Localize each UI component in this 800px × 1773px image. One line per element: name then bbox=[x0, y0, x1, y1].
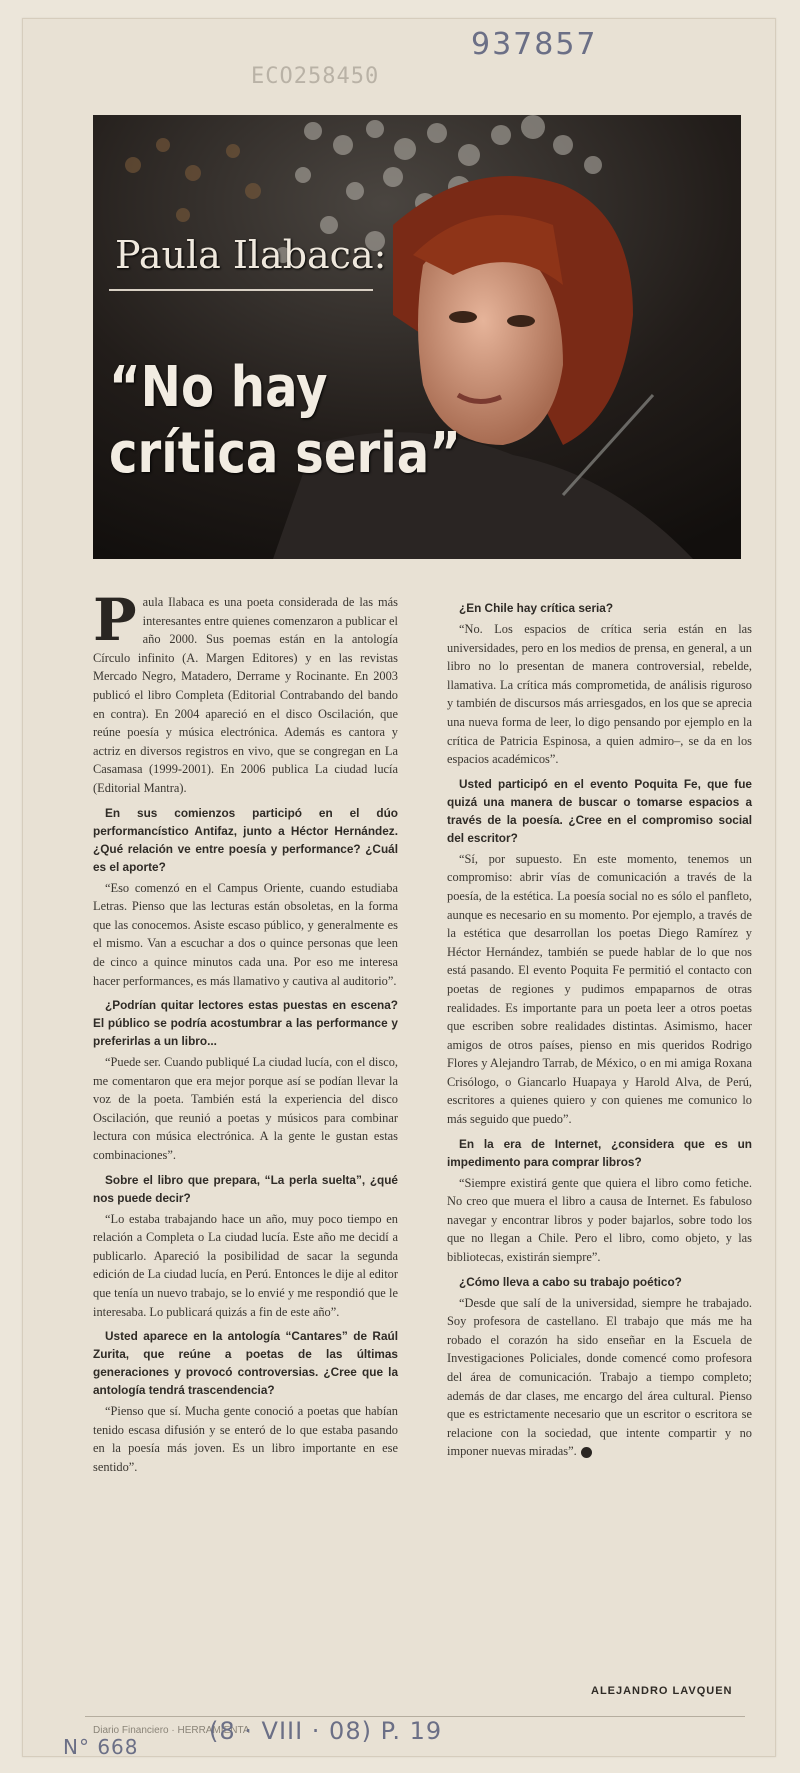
handwritten-date: (8 · VIII · 08) P. 19 bbox=[209, 1717, 443, 1745]
article-column-left bbox=[93, 586, 398, 1481]
article-paragraph: “Siempre existirá gente que quiera el libro como fetiche. No creo que muera el libro a causa de Internet. Es fabuloso navegar y encontrar libros y poder bajarlos, sobre todo los que no llegan a Chile. Pero el libro, como objeto, y las bibliotecas, existirán siempre”. bbox=[447, 1175, 752, 1265]
article-paragraph: “Eso comenzó en el Campus Oriente, cuando estudiaba Letras. Pienso que las lecturas están obsoletas, en la forma que las conocemos. Asiste escaso público, y generalmente es el mismo. Van a escuchar a dos o quince personas que leen de cinco a quince minutos cada una. Por eso me interesa hacer performances, es más llamativo y cautiva al auditorio”. bbox=[93, 880, 398, 988]
byline: ALEJANDRO LAVQUEN bbox=[591, 1685, 733, 1697]
kicker-rule bbox=[109, 289, 373, 291]
article-paragraph-text: “Desde que salí de la universidad, siempre he trabajado. Soy profesora de castellano. El trabajo que más me ha robado el corazón ha sido enseñar en la Escuela de Investigaciones Policiales, donde comencé como profesora del área de comunicación. Trabajo a tiempo completo; además de dar clases, me encargo del área cultural. Pienso que es estrictamente necesario que un escritor o escritora se relacione con la sociedad, que intente compartir y no imponer nuevas miradas”. bbox=[447, 1295, 752, 1459]
interview-question: En la era de Internet, ¿considera que es un impedimento para comprar libros? bbox=[447, 1136, 752, 1169]
newspaper-clipping bbox=[22, 18, 776, 1757]
article-paragraph bbox=[447, 1294, 752, 1461]
drop-cap: P bbox=[93, 586, 137, 654]
article-column-right bbox=[447, 593, 752, 1465]
article-paragraph: “Lo estaba trabajando hace un año, muy poco tiempo en relación a Completa o La ciudad lucía. Este año me decidí a publicarlo. Apareció la posibilidad de sacar la segunda edición de La ciudad lucía, en Perú. Entonces le dije al editor que tenía un nuevo trabajo, se lo envié y me respondió que le interesaba. Lo publicará quizás a fin de este año”. bbox=[93, 1211, 398, 1319]
article-paragraph: “Sí, por supuesto. En este momento, tenemos un compromiso: abrir vías de comunicación a través de la poesía, de la estética. La poesía social no es sólo el panfleto, aunque es necesario en su momento. Por ejemplo, a través de la estética que desarrollan los poetas Diego Ramírez y Héctor Hernández, también se puede hablar de lo que nos está pasando. El evento Poquita Fe permitió el contacto con poetas de regiones y pudimos empaparnos de otras realidades. Es importante para un poeta leer a otros poetas que escriben sobre realidades distintas. Asimismo, hacer amigos de otros países, pienso en mis queridos Rodrigo Flores y Alejandro Tarrab, de México, o en mi amiga Roxana Crisólogo, o Giancarlo Huapaya y Harold Alva, de Perú, escritores a quienes quiero y con quienes me comunico lo más seguido que puedo”. bbox=[447, 851, 752, 1127]
handwritten-number: 937857 bbox=[471, 27, 598, 62]
source-line: Diario Financiero · HERRAMIENTA bbox=[93, 1725, 250, 1736]
interview-question: En sus comienzos participó en el dúo performancístico Antifaz, junto a Héctor Hernández. ¿Qué relación ve entre poesía y performance? ¿Cuál es el aporte? bbox=[93, 805, 398, 874]
portrait-photo bbox=[93, 115, 741, 559]
handwritten-catalog-number: N° 668 bbox=[63, 1735, 139, 1759]
interview-question: Sobre el libro que prepara, “La perla suelta”, ¿qué nos puede decir? bbox=[93, 1172, 398, 1205]
article-paragraph: aula Ilabaca es una poeta considerada de las más interesantes entre quienes comenzaron a publicar el año 2000. Sus poemas están en la antología Círculo infinito (A. Margen Editores) y en las revistas Mercado Negro, Matadero, Derrame y Rocinante. En 2003 publicó el libro Completa (Editorial Contrabando del bando en contra). En 2004 apareció en el disco Oscilación, que reúne poesía y música electrónica. Además es cantora y actriz en diversos registros en vivo, que se congregan en La Casamasa (1999-2001). En 2006 publica La ciudad lucía (Editorial Mantra). bbox=[93, 595, 398, 795]
interview-question: ¿Podrían quitar lectores estas puestas en escena? El público se podría acostumbrar a las performance y preferirlas a un libro... bbox=[93, 998, 398, 1049]
stamp-code: ECO258450 bbox=[251, 64, 380, 89]
photo-illustration bbox=[93, 115, 741, 559]
interview-question: Usted participó en el evento Poquita Fe, que fue quizá una manera de buscar o tomarse espacios a través de la poesía. ¿Cree en el compromiso social del escritor? bbox=[447, 776, 752, 845]
interview-question: Usted aparece en la antología “Cantares” de Raúl Zurita, que reúne a poetas de las últimas generaciones y provocó controversias. ¿Cree que la antología tendrá trascendencia? bbox=[93, 1329, 398, 1398]
end-mark-icon bbox=[581, 1447, 592, 1458]
article-paragraph: “Puede ser. Cuando publiqué La ciudad lucía, con el disco, me comentaron que era mejor porque así se podían llevar la voz de la poeta. También está la experiencia del disco Oscilación, que reunió a poetas y músicos para combinar lectura con música electrónica. A la gente le gustan estas combinaciones”. bbox=[93, 1055, 398, 1163]
article-paragraph: “No. Los espacios de crítica seria están en las universidades, pero en los medios de prensa, en general, a un libro no lo presentan de manera controversial, rebelde, llamativa. La crítica más comprometida, de análisis riguroso y también de discursos más arriesgados, en los que se aprecia una nueva forma de leer, lo digo pensando por ejemplo en la crítica de Patricia Espinosa, a quien admiro–, se da en los espacios académicos”. bbox=[447, 622, 752, 767]
interview-question: ¿Cómo lleva a cabo su trabajo poético? bbox=[459, 1274, 682, 1289]
interview-question: ¿En Chile hay crítica seria? bbox=[459, 601, 614, 615]
article-paragraph: “Pienso que sí. Mucha gente conoció a poetas que habían tenido escasa difusión y se enteró de lo que estaba pasando en la poesía más joven. Es un libro importante en ese sentido”. bbox=[93, 1404, 398, 1474]
article-kicker: Paula Ilabaca: bbox=[115, 233, 387, 277]
article-headline: “No hay crítica seria” bbox=[109, 355, 461, 486]
